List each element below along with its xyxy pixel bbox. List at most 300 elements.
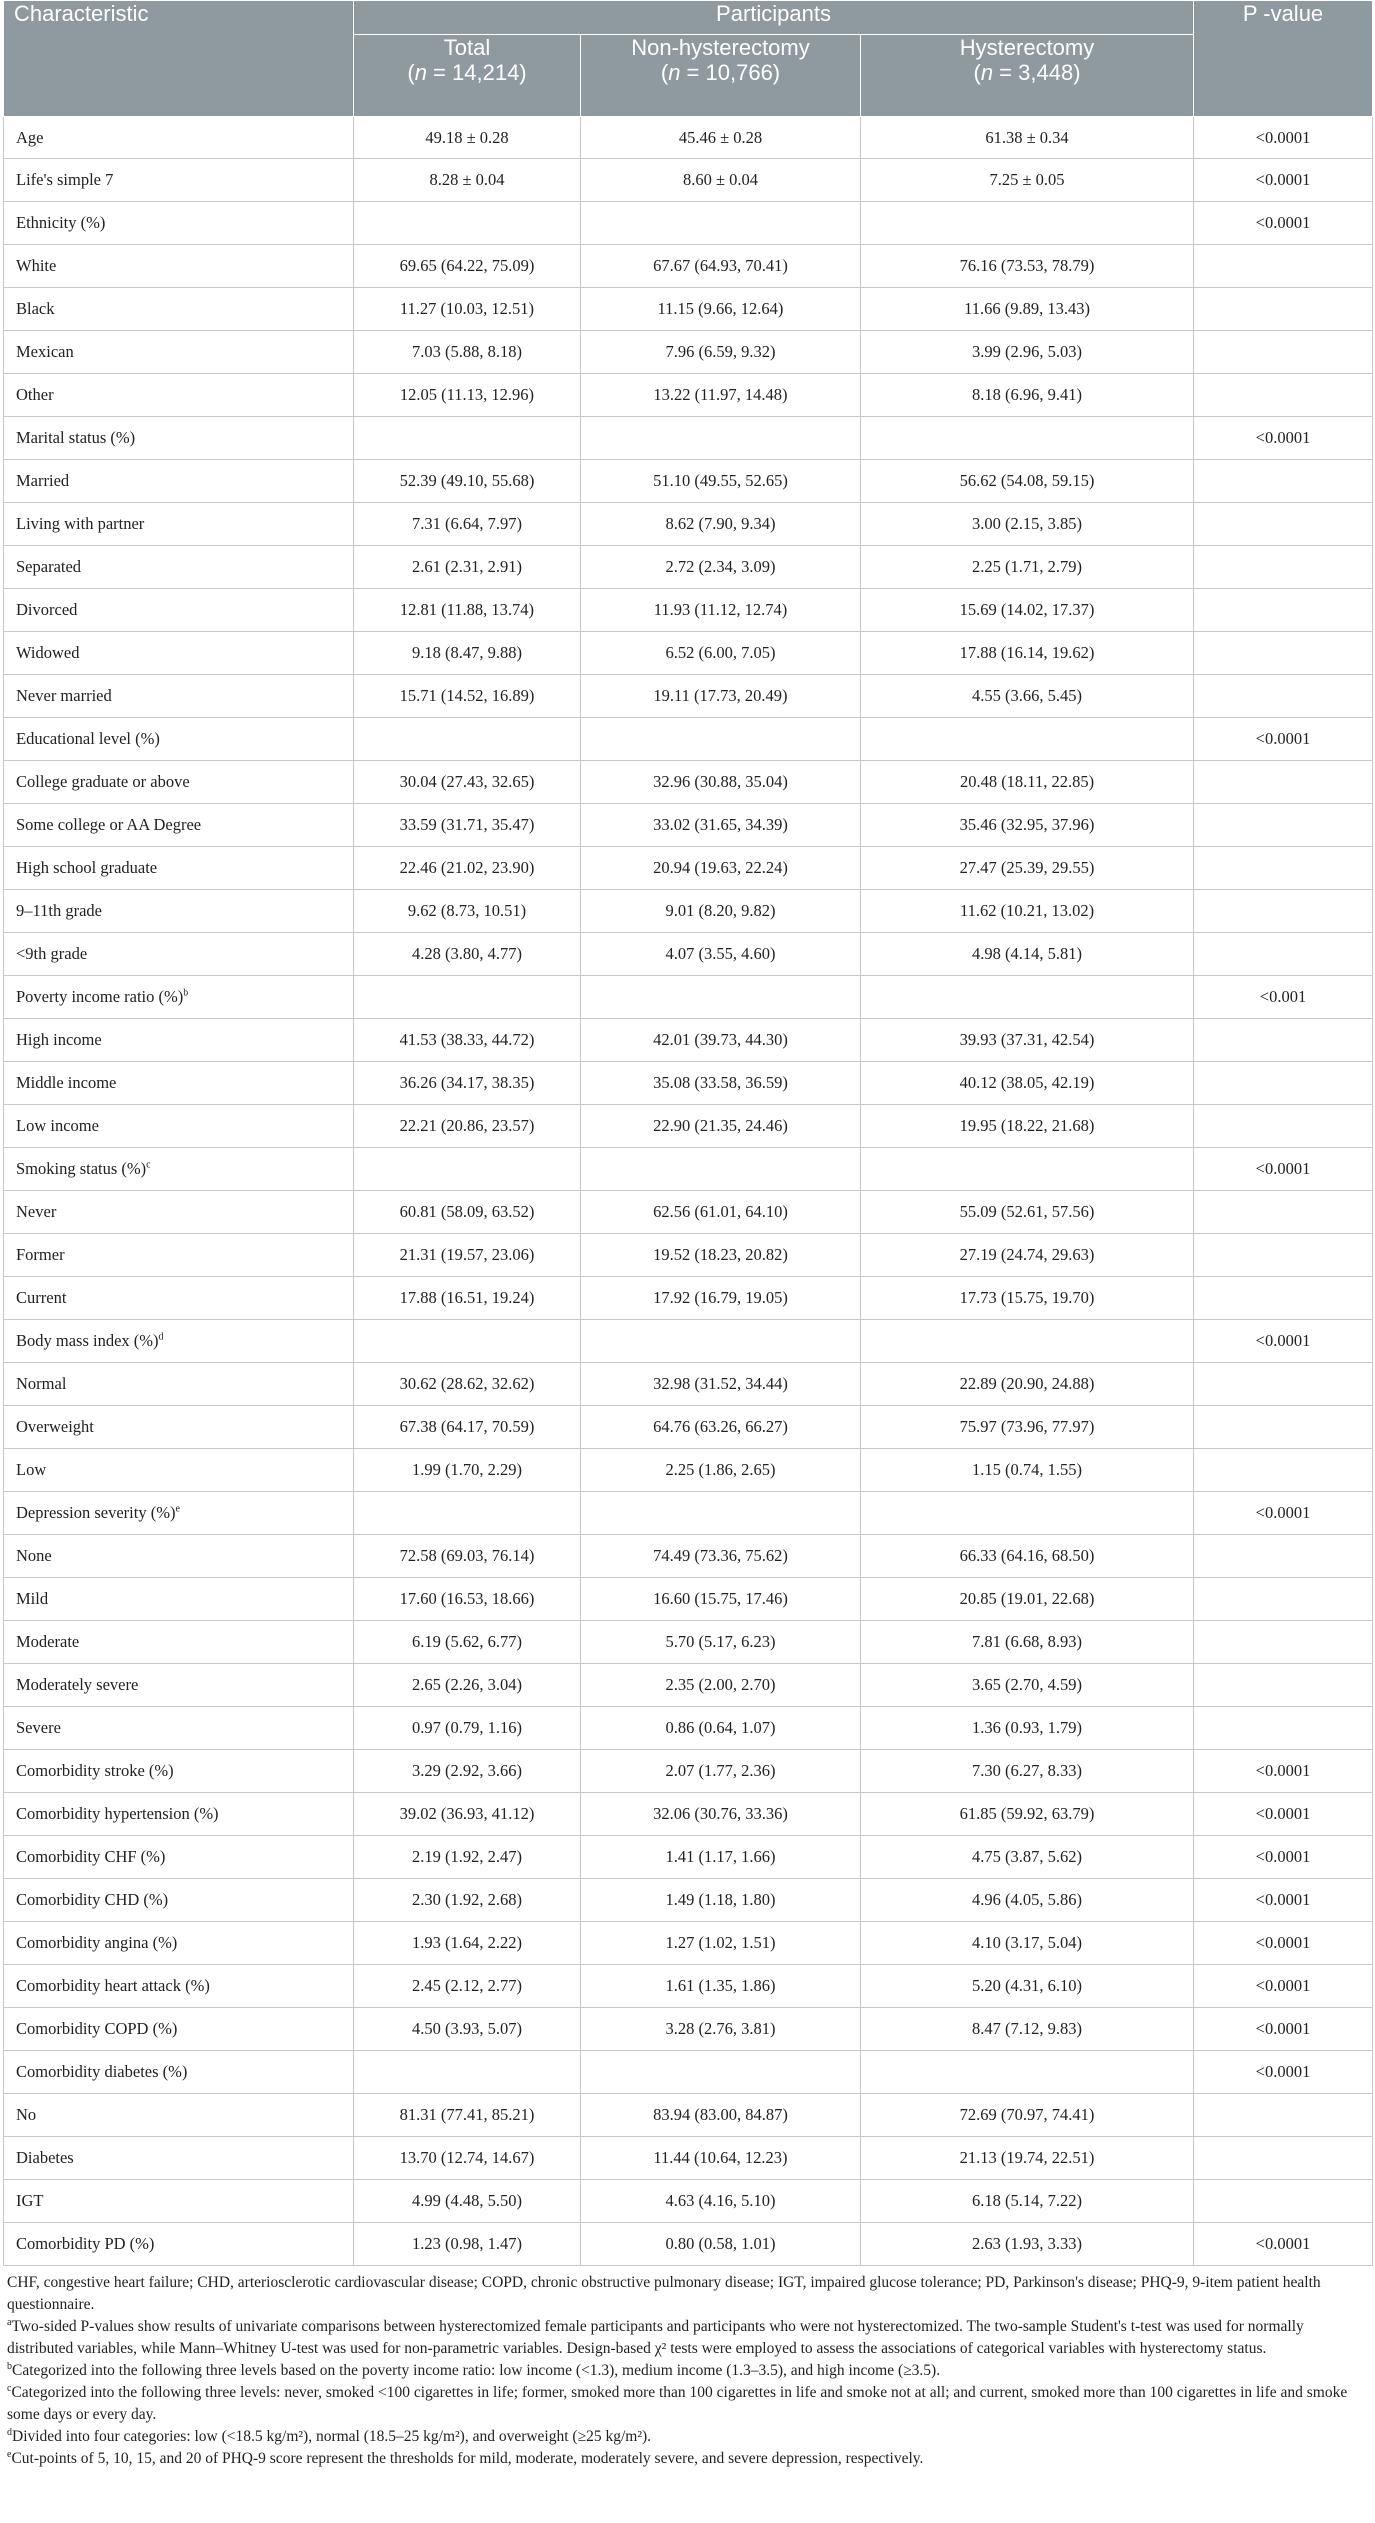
cell-total [354,1578,581,1621]
table-row [4,1578,1373,1621]
cell-non-hysterectomy [581,331,861,374]
cell-hysterectomy-text: 15.69 (14.02, 17.37) [959,600,1095,619]
row-label [4,2137,354,2180]
table-row [4,1148,1373,1191]
table-row [4,718,1373,761]
row-label-text: Comorbidity COPD (%) [16,2019,178,2038]
row-label [4,1664,354,1707]
footnote-text: Divided into four categories: low (<18.5 kg/m²), normal (18.5–25 kg/m²), and overweight (≥25 kg/m²). [12,2428,652,2445]
cell-non-hysterectomy [581,2008,861,2051]
row-label [4,718,354,761]
cell-p-value-text: <0.0001 [1255,2234,1311,2253]
cell-p-value [1194,2223,1373,2266]
cell-hysterectomy [861,1363,1194,1406]
cell-total-text: 67.38 (64.17, 70.59) [399,1417,535,1436]
cell-non-hysterectomy [581,159,861,202]
cell-hysterectomy [861,1965,1194,2008]
cell-non-hysterectomy-text: 2.72 (2.34, 3.09) [665,557,776,576]
cell-total-text: 13.70 (12.74, 14.67) [399,2148,535,2167]
cell-p-value [1194,2051,1373,2094]
cell-hysterectomy [861,117,1194,159]
cell-hysterectomy [861,1320,1194,1363]
row-label-text: Black [16,299,55,318]
cell-total [354,675,581,718]
row-label-text: White [16,256,57,275]
cell-hysterectomy [861,1578,1194,1621]
row-label [4,2223,354,2266]
cell-non-hysterectomy [581,1879,861,1922]
row-label [4,546,354,589]
cell-hysterectomy-text: 27.19 (24.74, 29.63) [959,1245,1095,1264]
cell-hysterectomy [861,1062,1194,1105]
cell-non-hysterectomy-text: 7.96 (6.59, 9.32) [665,342,776,361]
cell-non-hysterectomy [581,933,861,976]
cell-non-hysterectomy [581,675,861,718]
cell-total-text: 1.99 (1.70, 2.29) [412,1460,522,1479]
table-row [4,1406,1373,1449]
cell-non-hysterectomy-text: 22.90 (21.35, 24.46) [653,1116,788,1135]
cell-non-hysterectomy-text: 35.08 (33.58, 36.59) [653,1073,788,1092]
cell-non-hysterectomy-text: 62.56 (61.01, 64.10) [653,1202,788,1221]
cell-hysterectomy [861,2137,1194,2180]
cell-total-text: 4.28 (3.80, 4.77) [412,944,522,963]
cell-total [354,417,581,460]
row-label [4,2008,354,2051]
table-row [4,2051,1373,2094]
cell-total-text: 12.81 (11.88, 13.74) [399,600,535,619]
cell-hysterectomy-text: 3.00 (2.15, 3.85) [972,514,1082,533]
row-label-text: Other [16,385,54,404]
cell-non-hysterectomy [581,589,861,632]
row-label [4,1879,354,1922]
cell-p-value [1194,804,1373,847]
cell-non-hysterectomy [581,1019,861,1062]
cell-non-hysterectomy-text: 5.70 (5.17, 6.23) [665,1632,776,1651]
cell-total-text: 3.29 (2.92, 3.66) [412,1761,522,1780]
cell-non-hysterectomy [581,1277,861,1320]
cell-hysterectomy-text: 72.69 (70.97, 74.41) [959,2105,1095,2124]
header-participants: Participants [354,1,1194,35]
cell-p-value [1194,1062,1373,1105]
cell-total-text: 6.19 (5.62, 6.77) [412,1632,522,1651]
cell-total [354,1836,581,1879]
cell-non-hysterectomy [581,718,861,761]
cell-p-value-text: <0.0001 [1255,729,1311,748]
cell-hysterectomy [861,245,1194,288]
table-row [4,1707,1373,1750]
cell-p-value-text: <0.0001 [1255,170,1311,189]
footnote-text: Categorized into the following three levels: never, smoked <100 cigarettes in life; former, smoked more than 100 cigarettes in life and smoke not at all; and current, smoked more than 100 cigarettes in life and smoke some days or every day. [7,2384,1348,2423]
cell-total [354,1664,581,1707]
table-row [4,1277,1373,1320]
table-row [4,890,1373,933]
cell-non-hysterectomy-text: 11.15 (9.66, 12.64) [657,299,784,318]
cell-hysterectomy [861,1277,1194,1320]
cell-non-hysterectomy-text: 1.61 (1.35, 1.86) [665,1976,776,1995]
row-label-text: Normal [16,1374,67,1393]
cell-p-value [1194,1750,1373,1793]
cell-hysterectomy [861,2180,1194,2223]
cell-non-hysterectomy [581,1363,861,1406]
cell-total-text: 4.99 (4.48, 5.50) [412,2191,522,2210]
cell-total [354,1793,581,1836]
row-label-text: None [16,1546,52,1565]
cell-non-hysterectomy [581,2223,861,2266]
cell-non-hysterectomy-text: 11.93 (11.12, 12.74) [653,600,788,619]
cell-p-value [1194,374,1373,417]
header-hysterectomy [861,35,1194,117]
table-row [4,546,1373,589]
cell-p-value [1194,1922,1373,1965]
cell-total-text: 69.65 (64.22, 75.09) [399,256,535,275]
header-hyst-n: (n = 3,448) [973,60,1081,85]
row-label-text: Overweight [16,1417,94,1436]
row-label [4,288,354,331]
table-row [4,1836,1373,1879]
cell-hysterectomy-text: 3.65 (2.70, 4.59) [972,1675,1082,1694]
cell-hysterectomy [861,1922,1194,1965]
cell-non-hysterectomy-text: 45.46 ± 0.28 [678,127,763,147]
cell-hysterectomy [861,503,1194,546]
row-label-text: Separated [16,557,82,576]
cell-p-value [1194,976,1373,1019]
cell-p-value [1194,589,1373,632]
cell-total-text: 2.61 (2.31, 2.91) [412,557,522,576]
cell-p-value [1194,890,1373,933]
cell-non-hysterectomy-text: 2.07 (1.77, 2.36) [665,1761,776,1780]
cell-non-hysterectomy [581,1320,861,1363]
cell-hysterectomy-text: 6.18 (5.14, 7.22) [972,2191,1082,2210]
cell-non-hysterectomy-text: 42.01 (39.73, 44.30) [653,1030,788,1049]
cell-total-text: 8.28 ± 0.04 [429,170,505,189]
table-row [4,933,1373,976]
footnote-marker: b [7,2360,12,2372]
cell-hysterectomy-text: 61.85 (59.92, 63.79) [959,1804,1095,1823]
row-label [4,117,354,159]
row-label [4,1019,354,1062]
row-label-text: Depression severity (%) [16,1503,176,1522]
row-label [4,159,354,202]
header-total-name: Total [443,35,491,60]
cell-hysterectomy-text: 40.12 (38.05, 42.19) [959,1073,1095,1092]
cell-non-hysterectomy-text: 19.52 (18.23, 20.82) [653,1245,788,1264]
table-row [4,1664,1373,1707]
table-row [4,2137,1373,2180]
cell-p-value-text: <0.0001 [1255,2062,1311,2081]
row-label-text: Comorbidity angina (%) [16,1933,178,1952]
cell-total-text: 4.50 (3.93, 5.07) [412,2019,522,2038]
row-label-text: High school graduate [16,858,158,877]
row-label-text: College graduate or above [16,772,190,791]
cell-non-hysterectomy [581,2180,861,2223]
table-row [4,1019,1373,1062]
cell-hysterectomy-text: 4.55 (3.66, 5.45) [972,686,1082,705]
footnote-text: CHF, congestive heart failure; CHD, arteriosclerotic cardiovascular disease; COPD, chronic obstructive pulmonary disease; IGT, impaired glucose tolerance; PD, Parkinson's disease; PHQ-9, 9-item patient health questionnaire. [7,2274,1321,2313]
cell-total-text: 39.02 (36.93, 41.12) [399,1804,535,1823]
row-label-text: Age [16,127,44,147]
row-label [4,1707,354,1750]
cell-p-value-text: <0.0001 [1255,1847,1311,1866]
cell-total [354,1621,581,1664]
header-p-value: P -value [1194,1,1373,117]
cell-p-value-text: <0.0001 [1255,1890,1311,1909]
row-label-text: Some college or AA Degree [16,815,202,834]
cell-total [354,2223,581,2266]
table-row [4,1363,1373,1406]
table-row [4,1750,1373,1793]
cell-p-value [1194,1148,1373,1191]
cell-p-value [1194,1578,1373,1621]
table-row [4,331,1373,374]
table-row [4,503,1373,546]
row-label-text: Mild [16,1589,49,1608]
row-label-text: Poverty income ratio (%) [16,987,184,1006]
row-label-text: Severe [16,1718,61,1737]
row-label [4,1148,354,1191]
cell-non-hysterectomy-text: 4.07 (3.55, 4.60) [665,944,776,963]
cell-p-value [1194,1105,1373,1148]
table-row [4,675,1373,718]
cell-hysterectomy [861,1406,1194,1449]
row-label-text: Comorbidity CHD (%) [16,1890,169,1909]
cell-hysterectomy-text: 20.85 (19.01, 22.68) [959,1589,1095,1608]
row-label [4,1965,354,2008]
table-row [4,1320,1373,1363]
cell-p-value [1194,1535,1373,1578]
cell-non-hysterectomy-text: 6.52 (6.00, 7.05) [665,643,776,662]
cell-hysterectomy [861,331,1194,374]
cell-non-hysterectomy [581,2051,861,2094]
cell-p-value [1194,1707,1373,1750]
cell-hysterectomy-text: 2.63 (1.93, 3.33) [972,2234,1082,2253]
row-label [4,1535,354,1578]
cell-total [354,245,581,288]
cell-total [354,1406,581,1449]
cell-non-hysterectomy-text: 67.67 (64.93, 70.41) [653,256,788,275]
table-row [4,2180,1373,2223]
cell-total-text: 2.30 (1.92, 2.68) [412,1890,522,1909]
table-row [4,2094,1373,2137]
cell-hysterectomy [861,2094,1194,2137]
table-row [4,202,1373,245]
cell-hysterectomy-text: 75.97 (73.96, 77.97) [959,1417,1095,1436]
cell-hysterectomy-text: 1.15 (0.74, 1.55) [972,1460,1082,1479]
table-row [4,1234,1373,1277]
footnote-marker: c [146,1159,151,1171]
table-row [4,1793,1373,1836]
header-nonhyst-n: (n = 10,766) [660,60,781,85]
cell-total [354,1105,581,1148]
cell-p-value-text: <0.0001 [1255,428,1311,447]
cell-p-value-text: <0.0001 [1255,1933,1311,1952]
cell-hysterectomy [861,288,1194,331]
cell-total [354,1535,581,1578]
row-label-text: Current [16,1288,67,1307]
cell-non-hysterectomy [581,1406,861,1449]
cell-non-hysterectomy-text: 19.11 (17.73, 20.49) [653,686,788,705]
cell-total-text: 9.18 (8.47, 9.88) [412,643,522,662]
cell-non-hysterectomy-text: 32.06 (30.76, 33.36) [653,1804,788,1823]
footnote-text: Cut-points of 5, 10, 15, and 20 of PHQ-9 score represent the thresholds for mild, moderate, moderately severe, and severe depression, respectively. [11,2450,924,2467]
row-label-text: Comorbidity stroke (%) [16,1761,174,1780]
cell-non-hysterectomy [581,847,861,890]
row-label [4,804,354,847]
cell-p-value-text: <0.0001 [1255,1331,1311,1350]
cell-total [354,374,581,417]
footnote [7,2316,1363,2360]
table-row [4,117,1373,159]
header-hyst-name: Hysterectomy [959,35,1095,60]
footnote-marker: e [175,1503,180,1515]
cell-total [354,976,581,1019]
cell-p-value [1194,1492,1373,1535]
cell-hysterectomy-text: 4.98 (4.14, 5.81) [972,944,1082,963]
cell-non-hysterectomy [581,1836,861,1879]
cell-non-hysterectomy [581,1449,861,1492]
row-label-text: Divorced [16,600,78,619]
cell-total [354,2094,581,2137]
cell-non-hysterectomy [581,1750,861,1793]
cell-total [354,1277,581,1320]
row-label [4,890,354,933]
header-non-hysterectomy [581,35,861,117]
cell-p-value-text: <0.0001 [1255,1976,1311,1995]
cell-non-hysterectomy [581,374,861,417]
cell-hysterectomy-text: 22.89 (20.90, 24.88) [959,1374,1095,1393]
cell-total [354,1019,581,1062]
row-label [4,1105,354,1148]
cell-total-text: 7.31 (6.64, 7.97) [412,514,522,533]
cell-non-hysterectomy [581,2094,861,2137]
row-label [4,632,354,675]
cell-non-hysterectomy [581,202,861,245]
cell-hysterectomy [861,761,1194,804]
table-row [4,288,1373,331]
cell-non-hysterectomy-text: 4.63 (4.16, 5.10) [665,2191,776,2210]
cell-total-text: 2.19 (1.92, 2.47) [412,1847,522,1866]
cell-hysterectomy [861,1105,1194,1148]
cell-hysterectomy [861,632,1194,675]
cell-hysterectomy [861,1793,1194,1836]
row-label-text: Comorbidity heart attack (%) [16,1976,210,1995]
cell-non-hysterectomy-text: 1.27 (1.02, 1.51) [665,1933,776,1952]
cell-hysterectomy-text: 76.16 (73.53, 78.79) [959,256,1095,275]
cell-total-text: 2.45 (2.12, 2.77) [412,1976,522,1995]
header-total-n: (n = 14,214) [407,60,527,85]
cell-hysterectomy [861,675,1194,718]
cell-hysterectomy [861,1019,1194,1062]
cell-hysterectomy-text: 17.88 (16.14, 19.62) [959,643,1095,662]
row-label-text: Comorbidity CHF (%) [16,1847,166,1866]
row-label-text: Never [16,1202,57,1221]
cell-p-value [1194,718,1373,761]
cell-p-value [1194,117,1373,159]
cell-hysterectomy-text: 4.10 (3.17, 5.04) [972,1933,1082,1952]
row-label [4,1449,354,1492]
cell-hysterectomy-text: 11.62 (10.21, 13.02) [959,901,1095,920]
footnote [7,2426,1363,2448]
row-label [4,2094,354,2137]
cell-total [354,1879,581,1922]
cell-p-value [1194,2137,1373,2180]
table-row [4,159,1373,202]
cell-hysterectomy [861,1664,1194,1707]
row-label-text: No [16,2105,37,2124]
cell-hysterectomy-text: 8.47 (7.12, 9.83) [972,2019,1082,2038]
cell-hysterectomy-text: 7.81 (6.68, 8.93) [972,1632,1082,1651]
cell-hysterectomy [861,976,1194,1019]
row-label [4,1191,354,1234]
cell-total [354,1750,581,1793]
cell-total-text: 0.97 (0.79, 1.16) [412,1718,522,1737]
cell-hysterectomy-text: 61.38 ± 0.34 [985,127,1069,147]
cell-hysterectomy [861,2051,1194,2094]
cell-non-hysterectomy [581,417,861,460]
cell-non-hysterectomy-text: 74.49 (73.36, 75.62) [653,1546,788,1565]
cell-total [354,2137,581,2180]
cell-total-text: 21.31 (19.57, 23.06) [399,1245,535,1264]
row-label-text: Diabetes [16,2148,74,2167]
row-label-text: Middle income [16,1073,117,1092]
cell-total [354,331,581,374]
cell-p-value [1194,1836,1373,1879]
table-row [4,460,1373,503]
cell-total [354,1449,581,1492]
cell-hysterectomy-text: 11.66 (9.89, 13.43) [964,299,1090,318]
row-label-text: <9th grade [16,944,88,963]
cell-total [354,1191,581,1234]
cell-non-hysterectomy [581,546,861,589]
cell-total-text: 41.53 (38.33, 44.72) [399,1030,535,1049]
cell-hysterectomy [861,718,1194,761]
cell-non-hysterectomy [581,1191,861,1234]
cell-total [354,632,581,675]
row-label [4,1836,354,1879]
row-label-text: Former [16,1245,65,1264]
cell-non-hysterectomy [581,117,861,159]
header-nonhyst-name: Non-hysterectomy [631,35,810,60]
cell-total [354,1707,581,1750]
table-row [4,2008,1373,2051]
cell-p-value-text: <0.001 [1259,987,1307,1006]
cell-non-hysterectomy [581,1062,861,1105]
cell-hysterectomy [861,1191,1194,1234]
cell-non-hysterectomy [581,1234,861,1277]
cell-non-hysterectomy [581,503,861,546]
cell-hysterectomy-text: 56.62 (54.08, 59.15) [959,471,1095,490]
cell-non-hysterectomy [581,976,861,1019]
table-row [4,1535,1373,1578]
table-row [4,374,1373,417]
cell-hysterectomy [861,1836,1194,1879]
cell-non-hysterectomy-text: 33.02 (31.65, 34.39) [653,815,788,834]
row-label [4,933,354,976]
table-row [4,761,1373,804]
cell-hysterectomy [861,933,1194,976]
row-label-text: Living with partner [16,514,145,533]
cell-total [354,1363,581,1406]
cell-non-hysterectomy-text: 0.86 (0.64, 1.07) [665,1718,776,1737]
cell-hysterectomy [861,417,1194,460]
cell-total-text: 36.26 (34.17, 38.35) [399,1073,535,1092]
footnote-text: Two-sided P-values show results of univariate comparisons between hysterectomized female participants and participants who were not hysterectomized. The two-sample Student's t-test was used for normally distributed variables, while Mann–Whitney U-test was used for non-parametric variables. Design-based χ² tests were employed to assess the associations of categorical variables with hysterectomy status. [7,2318,1304,2357]
row-label [4,331,354,374]
cell-p-value [1194,1965,1373,2008]
cell-non-hysterectomy [581,245,861,288]
row-label [4,202,354,245]
row-label [4,1492,354,1535]
table-row [4,632,1373,675]
